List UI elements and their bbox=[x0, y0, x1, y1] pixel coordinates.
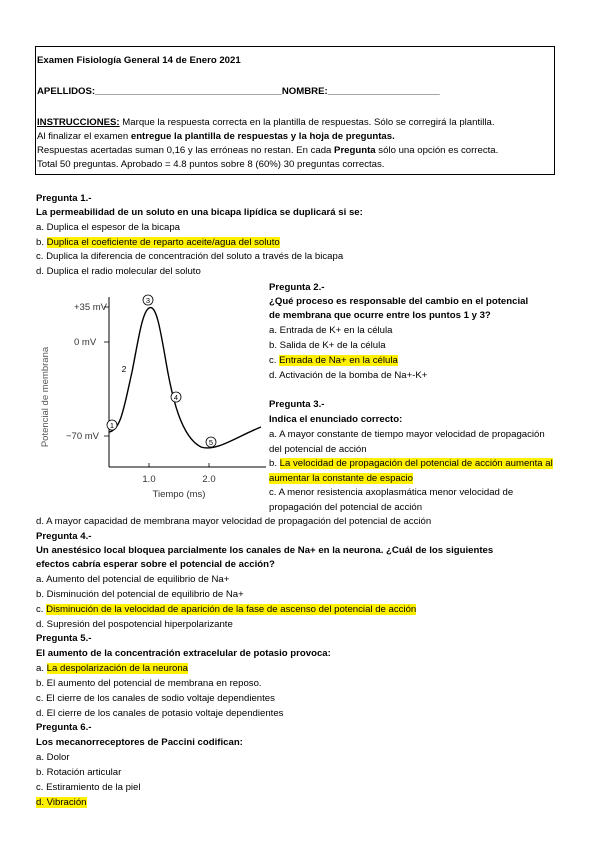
q1-title: Pregunta 1.- bbox=[36, 193, 92, 204]
fig-point-4: 4 bbox=[173, 393, 179, 402]
apellidos-blank[interactable]: ___________________________________ bbox=[95, 86, 282, 97]
exam-title: Examen Fisiología General 14 de Enero 2021 bbox=[37, 55, 241, 66]
q6-option-b[interactable]: b. Rotación articular bbox=[36, 767, 122, 778]
instructions-line-1: INSTRUCCIONES: Marque la respuesta correcta en la plantilla de respuestas. Sólo se corregirá la plantilla. bbox=[37, 117, 495, 128]
q1-option-d[interactable]: d. Duplica el radio molecular del soluto bbox=[36, 266, 201, 277]
nombre-label: NOMBRE: bbox=[281, 86, 328, 97]
q5-answer-highlight: La despolarización de la neurona bbox=[46, 663, 189, 674]
q3-option-a[interactable]: a. A mayor constante de tiempo mayor velocidad de propagación del potencial de acción bbox=[269, 429, 545, 455]
fig-ytick-0: 0 mV bbox=[74, 337, 97, 348]
fig-ylabel: Potencial de membrana bbox=[40, 346, 51, 448]
q3-option-b[interactable]: b. La velocidad de propagación del potencial de acción aumenta al aumentar la constante de espacio bbox=[269, 458, 553, 484]
q6-option-c[interactable]: c. Estiramiento de la piel bbox=[36, 782, 141, 793]
q3-answer-highlight: La velocidad de propagación del potencial de acción aumenta al aumentar la constante de espacio bbox=[269, 458, 553, 484]
q1-answer-highlight: Duplica el coeficiente de reparto aceite/agua del soluto bbox=[46, 237, 280, 248]
fig-xtick-label-2: 2.0 bbox=[202, 474, 216, 485]
instructions-label: INSTRUCCIONES: bbox=[37, 117, 120, 128]
q3-stem: Indica el enunciado correcto: bbox=[269, 414, 403, 425]
q6-option-a[interactable]: a. Dolor bbox=[36, 752, 70, 763]
q2-option-c[interactable]: c. Entrada de Na+ en la célula bbox=[269, 355, 398, 366]
action-potential-figure bbox=[36, 292, 266, 507]
q4-stem-line-1: Un anestésico local bloquea parcialmente los canales de Na+ en la neurona. ¿Cuál de los siguientes bbox=[36, 545, 494, 556]
student-name-fields bbox=[37, 85, 440, 100]
q6-title: Pregunta 6.- bbox=[36, 722, 92, 733]
instructions-line-4: Total 50 preguntas. Aprobado = 4.8 puntos sobre 8 (60%) 30 preguntas correctas. bbox=[37, 159, 385, 170]
q3-option-c[interactable]: c. A menor resistencia axoplasmática menor velocidad de propagación del potencial de acción bbox=[269, 487, 514, 513]
q2-answer-highlight: Entrada de Na+ en la célula bbox=[279, 355, 398, 366]
instructions-line-3: Respuestas acertadas suman 0,16 y las erróneas no restan. En cada Pregunta sólo una opción es correcta. bbox=[37, 145, 499, 156]
q2-stem-line-1: ¿Qué proceso es responsable del cambio en el potencial bbox=[269, 296, 529, 307]
q1-option-b[interactable]: b. Duplica el coeficiente de reparto aceite/agua del soluto bbox=[36, 237, 280, 248]
q1-option-a[interactable]: a. Duplica el espesor de la bicapa bbox=[36, 222, 180, 233]
fig-point-2: 2 bbox=[121, 364, 127, 374]
q1-stem: La permeabilidad de un soluto en una bicapa lipídica se duplicará si se: bbox=[36, 207, 363, 218]
q3-title: Pregunta 3.- bbox=[269, 399, 325, 410]
q6-option-d[interactable] bbox=[36, 796, 87, 811]
q1-option-c[interactable]: c. Duplica la diferencia de concentración del soluto a través de la bicapa bbox=[36, 251, 344, 262]
q2-option-a[interactable]: a. Entrada de K+ en la célula bbox=[269, 325, 393, 336]
q5-option-c[interactable]: c. El cierre de los canales de sodio voltaje dependientes bbox=[36, 693, 275, 704]
q4-title: Pregunta 4.- bbox=[36, 531, 92, 542]
fig-ytick-35: +35 mV bbox=[74, 302, 108, 313]
q5-option-d[interactable]: d. El cierre de los canales de potasio voltaje dependientes bbox=[36, 708, 284, 719]
exam-header-box bbox=[35, 46, 555, 175]
fig-potential-curve bbox=[109, 308, 261, 448]
q4-answer-highlight: Disminución de la velocidad de aparición de la fase de ascenso del potencial de acción bbox=[46, 604, 417, 615]
fig-ytick-70: −70 mV bbox=[66, 431, 100, 442]
apellidos-label: APELLIDOS: bbox=[37, 86, 96, 97]
q4-option-a[interactable]: a. Aumento del potencial de equilibrio de Na+ bbox=[36, 574, 230, 585]
q5-option-b[interactable]: b. El aumento del potencial de membrana en reposo. bbox=[36, 678, 262, 689]
q4-option-d[interactable]: d. Supresión del pospotencial hiperpolarizante bbox=[36, 619, 233, 630]
fig-xlabel: Tiempo (ms) bbox=[152, 489, 206, 500]
fig-point-5: 5 bbox=[208, 438, 214, 447]
fig-xtick-label-1: 1.0 bbox=[142, 474, 156, 485]
q4-option-b[interactable]: b. Disminución del potencial de equilibrio de Na+ bbox=[36, 589, 244, 600]
nombre-blank[interactable]: _____________________ bbox=[327, 86, 440, 97]
q5-title: Pregunta 5.- bbox=[36, 633, 92, 644]
fig-point-3: 3 bbox=[145, 296, 151, 305]
q4-stem-line-2: efectos cabría esperar sobre el potencial de acción? bbox=[36, 559, 275, 570]
q2-option-b[interactable]: b. Salida de K+ de la célula bbox=[269, 340, 386, 351]
q6-answer-highlight: d. Vibración bbox=[36, 797, 87, 808]
q4-option-c[interactable]: c. Disminución de la velocidad de aparición de la fase de ascenso del potencial de acción bbox=[36, 604, 417, 615]
instructions-line-2: Al finalizar el examen entregue la plantilla de respuestas y la hoja de preguntas. bbox=[37, 131, 395, 142]
q2-stem-line-2: de membrana que ocurre entre los puntos 1 y 3? bbox=[269, 310, 491, 321]
q5-option-a[interactable]: a. La despolarización de la neurona bbox=[36, 663, 189, 674]
q5-stem: El aumento de la concentración extracelular de potasio provoca: bbox=[36, 648, 331, 659]
fig-point-1: 1 bbox=[109, 421, 115, 430]
q2-title: Pregunta 2.- bbox=[269, 282, 325, 293]
q3-option-d[interactable]: d. A mayor capacidad de membrana mayor velocidad de propagación del potencial de acción bbox=[36, 516, 432, 527]
q2-option-d[interactable]: d. Activación de la bomba de Na+-K+ bbox=[269, 370, 428, 381]
q6-stem: Los mecanorreceptores de Paccini codifican: bbox=[36, 737, 243, 748]
